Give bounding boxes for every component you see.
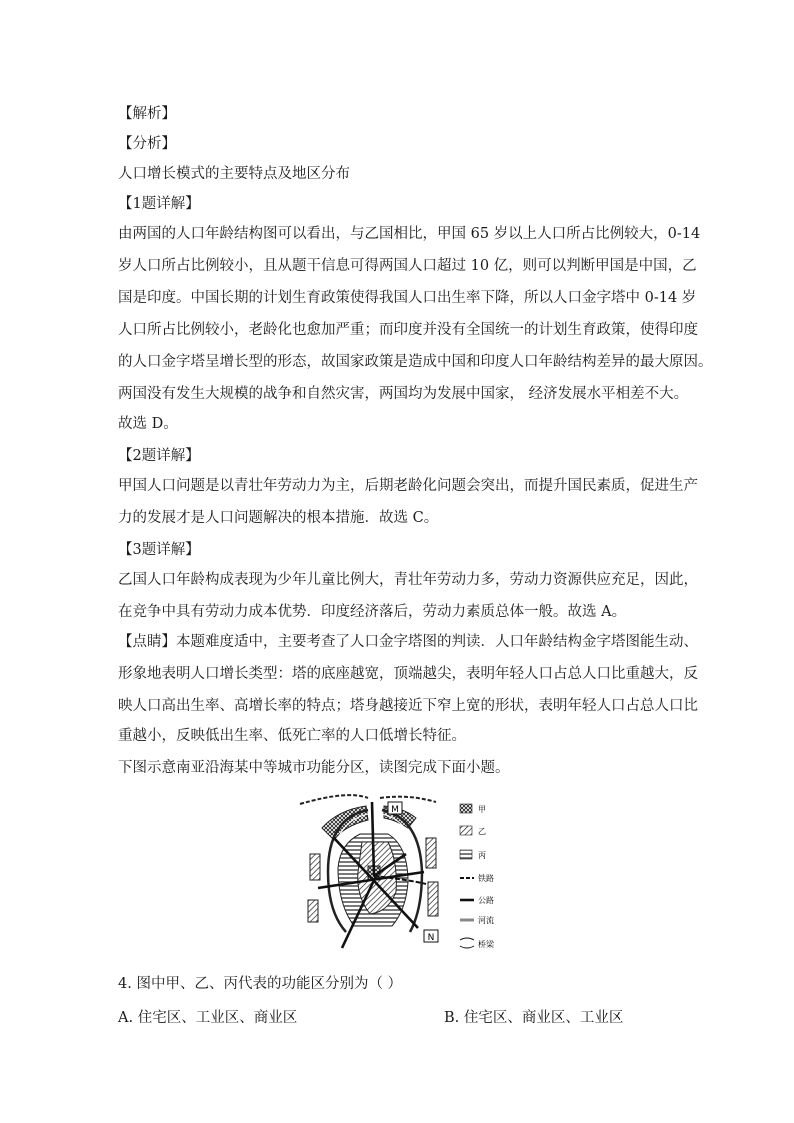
map-legend	[460, 804, 495, 949]
point-n-label: N	[427, 933, 435, 943]
text-line: 岁人口所占比例较小，且从题干信息可得两国人口超过 10 亿，则可以判断甲国是中国，乙	[118, 258, 697, 274]
city-function-map	[298, 792, 498, 960]
text-line: 人口增长模式的主要特点及地区分布	[118, 166, 350, 182]
point-m-label: M	[391, 805, 399, 815]
text-line: 形象地表明人口增长类型：塔的底座越宽，顶端越尖，表明年轻人口占总人口比重越大，反	[118, 666, 698, 682]
legend-label: 河流	[478, 916, 494, 925]
text-line: 由两国的人口年龄结构图可以看出，与乙国相比，甲国 65 岁以上人口所占比例较大，0-14	[118, 226, 701, 242]
option-b[interactable]: B. 住宅区、商业区、工业区	[444, 1010, 624, 1026]
legend-label: 乙	[478, 827, 486, 836]
legend-label: 丙	[478, 851, 486, 860]
text-line: 下图示意南亚沿海某中等城市功能分区，读图完成下面小题。	[118, 760, 510, 776]
text-line: 两国没有发生大规模的战争和自然灾害，两国均为发展中国家， 经济发展水平相差不大。	[118, 386, 689, 402]
text-line: 的人口金字塔呈增长型的形态，故国家政策是造成中国和印度人口年龄结构差异的最大原因。	[118, 354, 713, 370]
heading-analysis: 【解析】	[118, 106, 176, 122]
heading-q1: 【1题详解】	[118, 196, 200, 212]
legend-label: 甲	[478, 805, 486, 814]
text-line: 力的发展才是人口问题解决的根本措施．故选 C。	[118, 510, 439, 526]
text-line: 【点睛】本题难度适中，主要考查了人口金字塔图的判读．人口年龄结构金字塔图能生动、	[118, 634, 698, 650]
heading-q3: 【3题详解】	[118, 542, 200, 558]
option-a[interactable]: A. 住宅区、工业区、商业区	[118, 1010, 298, 1026]
text-line: 在竞争中具有劳动力成本优势．印度经济落后，劳动力素质总体一般。故选 A。	[118, 604, 627, 620]
legend-label: 铁路	[478, 874, 494, 883]
text-line: 国是印度。中国长期的计划生育政策使得我国人口出生率下降，所以人口金字塔中 0-14 岁	[118, 290, 697, 306]
question-stem: 4. 图中甲、乙、丙代表的功能区分别为（ ）	[118, 976, 403, 992]
text-line: 映人口高出生率、高增长率的特点；塔身越接近下窄上宽的形状，表明年轻人口占总人口比	[118, 698, 698, 714]
legend-label: 公路	[478, 896, 494, 905]
zone-yi	[308, 900, 318, 922]
zone-yi	[426, 838, 436, 868]
legend-label: 桥梁	[478, 940, 494, 949]
heading-q2: 【2题详解】	[118, 448, 200, 464]
zone-yi	[310, 854, 320, 880]
heading-fenxi: 【分析】	[118, 136, 176, 152]
text-line: 重越小，反映低出生率、低死亡率的人口低增长特征。	[118, 728, 466, 744]
text-line: 乙国人口年龄构成表现为少年儿童比例大，青壮年劳动力多，劳动力资源供应充足，因此，	[118, 572, 698, 588]
text-line: 甲国人口问题是以青壮年劳动力为主，后期老龄化问题会突出，而提升国民素质，促进生产	[118, 478, 698, 494]
zone-yi	[428, 882, 438, 916]
text-line: 人口所占比例较小，老龄化也愈加严重；而印度并没有全国统一的计划生育政策，使得印度	[118, 322, 698, 338]
text-line: 故选 D。	[118, 416, 178, 432]
coastline	[300, 795, 436, 804]
